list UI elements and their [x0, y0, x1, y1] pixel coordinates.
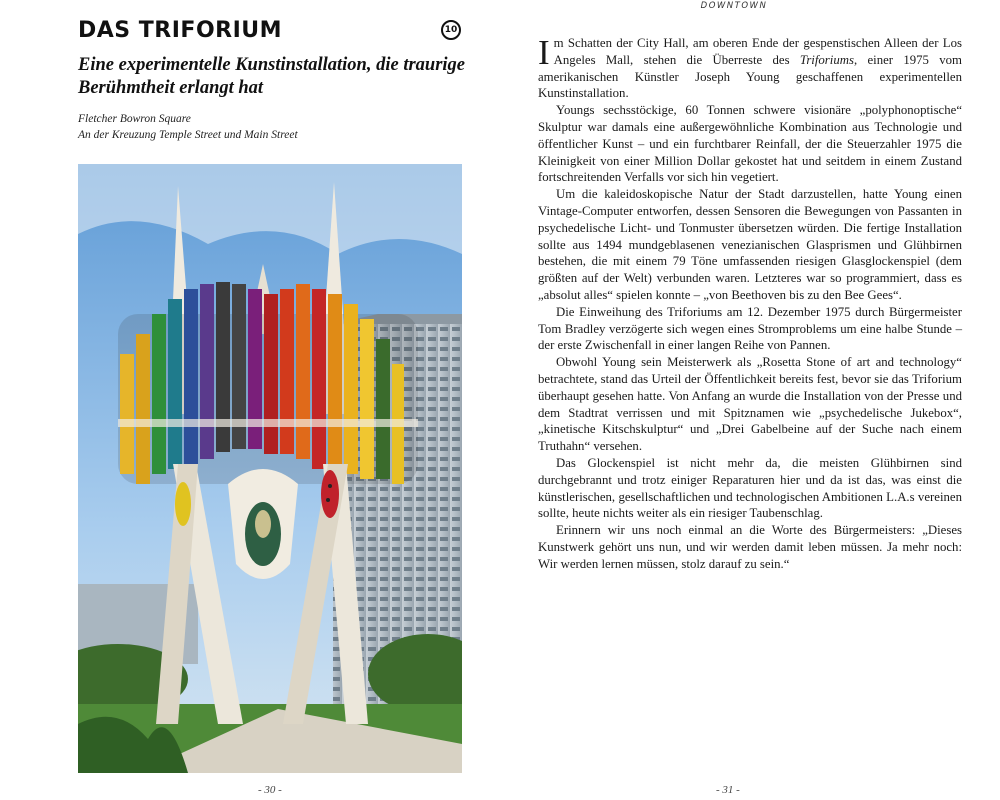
- paragraph-3: Um die kaleidoskopische Natur der Stadt darzustellen, hatte Young einen Vintage-Computer entworfen, dessen Sensoren die Bewegungen von Passanten in psychedelische Licht- und Tonmuster übersetzen würden. Die fertige Installation sollte aus 1494 mundgeblasenen venezianischen Glasprismen und Glühbirnen bestehen, die mit einem 79 Töne umfassenden riesigen Glasglockenspiel (dem größten auf der Welt) verbunden waren. Letzteres war so programmiert, dass es „absolut alles“ spielen konnte – „von Beethoven bis zu den Bee Gees“.: [538, 187, 962, 302]
- paragraph-1: Im Schatten der City Hall, am oberen Ende der gespenstischen Alleen der Los Angeles Mall, stehen die Überreste des Triforiums, einer 1975 vom amerikanischen Künstler Joseph Young geschaffenen experimentellen Kunstinstallation.: [538, 33, 962, 101]
- page-subtitle: Eine experimentelle Kunstinstallation, die traurige Berühmtheit erlangt hat: [78, 55, 466, 98]
- triforium-illustration: [78, 164, 462, 773]
- article-body: [538, 35, 962, 573]
- running-head: DOWNTOWN: [700, 1, 768, 11]
- right-page: [500, 0, 1000, 800]
- page-number-right: - 31 -: [716, 784, 740, 796]
- paragraph-2: Youngs sechsstöckige, 60 Tonnen schwere visionäre „polyphonoptische“ Skulptur war damals eine außergewöhnliche Kombination aus Technologie und öffentlicher Kunst – und ein furchtbarer Reinfall, der die Steuerzahler 1975 die Kleinigkeit von einer Million Dollar gekostet hat und seitdem in einem Zustand fortschreitenden Verfalls vor sich hin vegetiert.: [538, 103, 962, 185]
- triforium-photo: [78, 164, 462, 773]
- entry-number-badge: 10: [441, 20, 461, 40]
- drop-cap: I: [538, 33, 550, 72]
- address-line-2: An der Kreuzung Temple Street und Main Street: [78, 129, 298, 141]
- address-line-1: Fletcher Bowron Square: [78, 113, 191, 125]
- paragraph-7: Erinnern wir uns noch einmal an die Worte des Bürgermeisters: „Dieses Kunstwerk gehört uns nun, und wir werden damit leben müssen. Ja mehr noch: Wir werden lernen müssen, stolz darauf zu sein.“: [538, 523, 962, 571]
- paragraph-5: Obwohl Young sein Meisterwerk als „Rosetta Stone of art and technology“ betrachtete, stand das Urteil der Öffentlichkeit bereits fest, bevor sie das Triforium überhaupt gesehen hatte. Von Anfang an wurde die Installation von der Presse und dem Stadtrat verrissen und mit Spitznamen wie „psychedelische Jukebox“, „kinetische Kitschskulptur“ und „Drei Gabelbeine auf der Suche nach einem Truthahn“ versehen.: [538, 355, 962, 454]
- paragraph-4: Die Einweihung des Triforiums am 12. Dezember 1975 durch Bürgermeister Tom Bradley verzögerte sich wegen eines Stromproblems um eine halbe Stunde – der erste Zwischenfall in einer langen Reihe von Pannen.: [538, 304, 962, 353]
- page-title: DAS TRIFORIUM: [78, 18, 283, 43]
- paragraph-6: Das Glockenspiel ist nicht mehr da, die meisten Glühbirnen sind durchgebrannt und trotz einiger Reparaturen hier und da ist das, was einst die künstlerischen, gesellschaftlichen und technologischen Ambitionen L.A.s vereinen sollte, heute nichts weiter als ein riesiger Taubenschlag.: [538, 455, 962, 521]
- address-block: [78, 111, 298, 143]
- page-number-left: - 30 -: [258, 784, 282, 796]
